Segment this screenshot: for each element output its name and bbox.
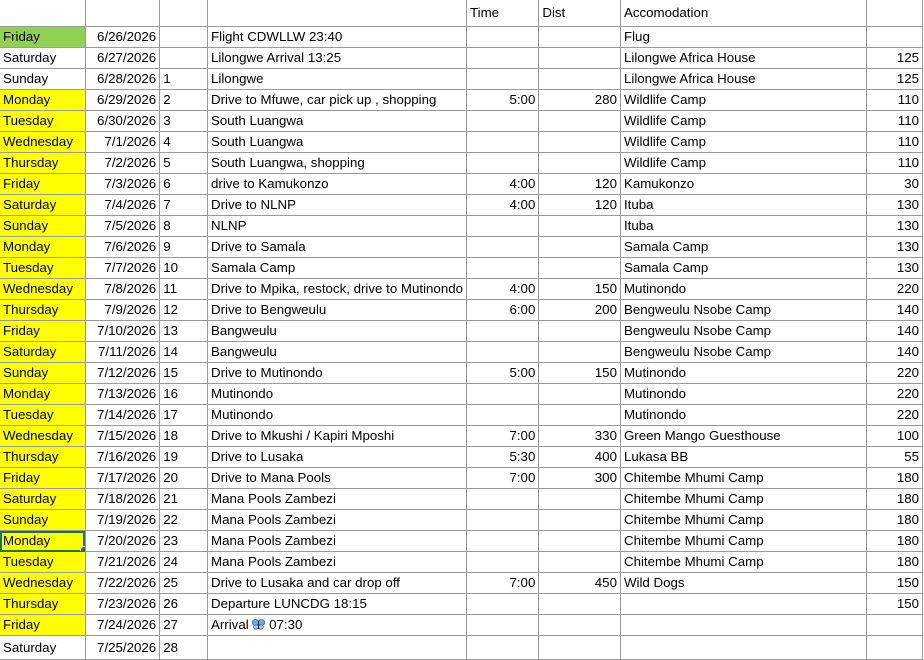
- date-cell[interactable]: 7/11/2026: [85, 342, 160, 363]
- cost-cell[interactable]: 110: [867, 153, 923, 174]
- cost-cell[interactable]: 140: [867, 342, 923, 363]
- date-cell[interactable]: 6/26/2026: [85, 27, 160, 48]
- activity-cell[interactable]: Drive to Mkushi / Kapiri Mposhi: [208, 426, 467, 447]
- date-cell[interactable]: 7/8/2026: [85, 279, 160, 300]
- day-number-cell[interactable]: 6: [160, 174, 208, 195]
- table-row: [0, 195, 923, 216]
- distance-cell[interactable]: 150: [539, 279, 621, 300]
- distance-cell[interactable]: [539, 111, 621, 132]
- distance-cell[interactable]: 300: [539, 468, 621, 489]
- activity-cell[interactable]: Mutinondo: [208, 384, 467, 405]
- activity-time-text: 07:30: [269, 617, 303, 632]
- date-cell[interactable]: 7/23/2026: [85, 594, 160, 615]
- cost-cell[interactable]: 150: [867, 594, 923, 615]
- activity-cell[interactable]: Mana Pools Zambezi: [208, 489, 467, 510]
- day-cell[interactable]: Wednesday: [0, 279, 85, 300]
- distance-cell[interactable]: [539, 321, 621, 342]
- activity-cell[interactable]: Mana Pools Zambezi: [208, 510, 467, 531]
- cost-cell[interactable]: 125: [867, 48, 923, 69]
- day-number-cell[interactable]: 7: [160, 195, 208, 216]
- distance-cell[interactable]: [539, 153, 621, 174]
- time-cell[interactable]: [467, 132, 539, 153]
- day-cell[interactable]: Monday: [0, 90, 85, 111]
- time-cell[interactable]: 5:30: [467, 447, 539, 468]
- header-cost[interactable]: [867, 0, 923, 27]
- cost-cell[interactable]: [867, 27, 923, 48]
- header-row: [0, 0, 923, 27]
- activity-cell[interactable]: Drive to Mfuwe, car pick up , shopping: [208, 90, 467, 111]
- time-cell[interactable]: [467, 552, 539, 573]
- date-cell[interactable]: 7/13/2026: [85, 384, 160, 405]
- table-row: [0, 90, 923, 111]
- day-number-cell[interactable]: 4: [160, 132, 208, 153]
- time-cell[interactable]: 4:00: [467, 174, 539, 195]
- date-cell[interactable]: 7/15/2026: [85, 426, 160, 447]
- accommodation-cell[interactable]: Wildlife Camp: [620, 132, 866, 153]
- accommodation-cell[interactable]: Chitembe Mhumi Camp: [620, 510, 866, 531]
- distance-cell[interactable]: [539, 384, 621, 405]
- day-number-cell[interactable]: 20: [160, 468, 208, 489]
- date-cell[interactable]: 7/4/2026: [85, 195, 160, 216]
- time-cell[interactable]: [467, 510, 539, 531]
- time-cell[interactable]: [467, 27, 539, 48]
- day-number-cell[interactable]: [160, 48, 208, 69]
- table-row: [0, 384, 923, 405]
- day-cell[interactable]: Sunday: [0, 363, 85, 384]
- distance-cell[interactable]: [539, 27, 621, 48]
- cost-cell[interactable]: 110: [867, 111, 923, 132]
- distance-cell[interactable]: [539, 594, 621, 615]
- activity-cell[interactable]: Drive to Bengweulu: [208, 300, 467, 321]
- activity-cell[interactable]: Bangweulu: [208, 321, 467, 342]
- accommodation-cell[interactable]: Lilongwe Africa House: [620, 48, 866, 69]
- header-accommodation[interactable]: Accomodation: [620, 0, 866, 27]
- cost-cell[interactable]: 130: [867, 237, 923, 258]
- day-cell[interactable]: Friday: [0, 174, 85, 195]
- time-cell[interactable]: [467, 384, 539, 405]
- distance-cell[interactable]: [539, 342, 621, 363]
- day-cell[interactable]: Tuesday: [0, 258, 85, 279]
- activity-cell[interactable]: South Luangwa: [208, 132, 467, 153]
- day-cell[interactable]: Saturday: [0, 636, 85, 660]
- accommodation-cell[interactable]: Mutinondo: [620, 279, 866, 300]
- activity-cell[interactable]: Mana Pools Zambezi: [208, 552, 467, 573]
- date-cell[interactable]: 6/28/2026: [85, 69, 160, 90]
- accommodation-cell[interactable]: Chitembe Mhumi Camp: [620, 531, 866, 552]
- time-cell[interactable]: 5:00: [467, 363, 539, 384]
- table-row: [0, 426, 923, 447]
- time-cell[interactable]: [467, 111, 539, 132]
- cost-cell[interactable]: 180: [867, 531, 923, 552]
- date-cell[interactable]: 7/22/2026: [85, 573, 160, 594]
- cost-cell[interactable]: 130: [867, 258, 923, 279]
- activity-cell[interactable]: Drive to Lusaka and car drop off: [208, 573, 467, 594]
- day-cell[interactable]: Sunday: [0, 510, 85, 531]
- table-row: [0, 342, 923, 363]
- header-dist[interactable]: Dist: [539, 0, 621, 27]
- date-cell[interactable]: 7/7/2026: [85, 258, 160, 279]
- activity-cell[interactable]: Drive to Samala: [208, 237, 467, 258]
- date-cell[interactable]: 7/12/2026: [85, 363, 160, 384]
- date-cell[interactable]: 7/21/2026: [85, 552, 160, 573]
- activity-cell[interactable]: Flight CDWLLW 23:40: [208, 27, 467, 48]
- time-cell[interactable]: [467, 153, 539, 174]
- accommodation-cell[interactable]: Wildlife Camp: [620, 153, 866, 174]
- table-row: [0, 48, 923, 69]
- day-number-cell[interactable]: 22: [160, 510, 208, 531]
- activity-cell[interactable]: Lilongwe: [208, 69, 467, 90]
- day-cell[interactable]: Tuesday: [0, 405, 85, 426]
- cost-cell[interactable]: 140: [867, 321, 923, 342]
- table-row: [0, 174, 923, 195]
- day-number-cell[interactable]: 18: [160, 426, 208, 447]
- activity-cell[interactable]: Bangweulu: [208, 342, 467, 363]
- day-number-cell[interactable]: 14: [160, 342, 208, 363]
- activity-cell[interactable]: drive to Kamukonzo: [208, 174, 467, 195]
- activity-cell[interactable]: Drive to NLNP: [208, 195, 467, 216]
- date-cell[interactable]: 7/2/2026: [85, 153, 160, 174]
- distance-cell[interactable]: [539, 405, 621, 426]
- day-cell[interactable]: Monday: [0, 384, 85, 405]
- table-row: [0, 216, 923, 237]
- day-cell[interactable]: Saturday: [0, 342, 85, 363]
- table-row: [0, 153, 923, 174]
- time-cell[interactable]: [467, 594, 539, 615]
- date-cell[interactable]: 7/20/2026: [85, 531, 160, 552]
- table-row: [0, 111, 923, 132]
- header-time[interactable]: Time: [467, 0, 539, 27]
- time-cell[interactable]: 4:00: [467, 279, 539, 300]
- day-cell[interactable]: Sunday: [0, 216, 85, 237]
- table-row: [0, 237, 923, 258]
- table-row: [0, 468, 923, 489]
- distance-cell[interactable]: [539, 510, 621, 531]
- time-cell[interactable]: 4:00: [467, 195, 539, 216]
- time-cell[interactable]: [467, 237, 539, 258]
- date-cell[interactable]: 7/5/2026: [85, 216, 160, 237]
- distance-cell[interactable]: 150: [539, 363, 621, 384]
- cost-cell[interactable]: 180: [867, 468, 923, 489]
- cost-cell[interactable]: 100: [867, 426, 923, 447]
- table-row: [0, 636, 923, 660]
- date-cell[interactable]: 6/29/2026: [85, 90, 160, 111]
- day-number-cell[interactable]: 27: [160, 615, 208, 636]
- day-number-cell[interactable]: 5: [160, 153, 208, 174]
- day-cell[interactable]: Thursday: [0, 300, 85, 321]
- distance-cell[interactable]: [539, 615, 621, 636]
- distance-cell[interactable]: [539, 132, 621, 153]
- day-number-cell[interactable]: 8: [160, 216, 208, 237]
- time-cell[interactable]: [467, 489, 539, 510]
- header-activity[interactable]: [208, 0, 467, 27]
- distance-cell[interactable]: [539, 552, 621, 573]
- table-row: [0, 27, 923, 48]
- accommodation-cell[interactable]: [620, 594, 866, 615]
- cost-cell[interactable]: 180: [867, 489, 923, 510]
- time-cell[interactable]: [467, 321, 539, 342]
- activity-cell[interactable]: Departure LUNCDG 18:15: [208, 594, 467, 615]
- table-row: [0, 531, 923, 552]
- day-cell[interactable]: Wednesday: [0, 426, 85, 447]
- cost-cell[interactable]: 55: [867, 447, 923, 468]
- day-cell[interactable]: Thursday: [0, 153, 85, 174]
- day-cell[interactable]: Tuesday: [0, 111, 85, 132]
- accommodation-cell[interactable]: Bengweulu Nsobe Camp: [620, 300, 866, 321]
- date-cell[interactable]: 6/27/2026: [85, 48, 160, 69]
- accommodation-cell[interactable]: Mutinondo: [620, 363, 866, 384]
- time-cell[interactable]: [467, 258, 539, 279]
- table-row: [0, 258, 923, 279]
- day-cell[interactable]: Wednesday: [0, 573, 85, 594]
- cost-cell[interactable]: 125: [867, 69, 923, 90]
- activity-cell[interactable]: Drive to Mana Pools: [208, 468, 467, 489]
- table-row: [0, 594, 923, 615]
- distance-cell[interactable]: 280: [539, 90, 621, 111]
- distance-cell[interactable]: [539, 216, 621, 237]
- activity-cell[interactable]: [208, 636, 467, 660]
- time-cell[interactable]: 6:00: [467, 300, 539, 321]
- day-number-cell[interactable]: 21: [160, 489, 208, 510]
- accommodation-cell[interactable]: Chitembe Mhumi Camp: [620, 468, 866, 489]
- activity-cell[interactable]: South Luangwa, shopping: [208, 153, 467, 174]
- distance-cell[interactable]: [539, 69, 621, 90]
- cost-cell[interactable]: 180: [867, 510, 923, 531]
- table-row: [0, 69, 923, 90]
- table-row: [0, 489, 923, 510]
- distance-cell[interactable]: 450: [539, 573, 621, 594]
- day-cell[interactable]: Friday: [0, 468, 85, 489]
- day-cell[interactable]: Saturday: [0, 195, 85, 216]
- day-number-cell[interactable]: 24: [160, 552, 208, 573]
- accommodation-cell[interactable]: Lukasa BB: [620, 447, 866, 468]
- accommodation-cell[interactable]: Samala Camp: [620, 237, 866, 258]
- day-number-cell[interactable]: 26: [160, 594, 208, 615]
- day-number-cell[interactable]: 19: [160, 447, 208, 468]
- table-row: [0, 615, 923, 636]
- distance-cell[interactable]: 200: [539, 300, 621, 321]
- day-number-cell[interactable]: 17: [160, 405, 208, 426]
- accommodation-cell[interactable]: Bengweulu Nsobe Camp: [620, 321, 866, 342]
- time-cell[interactable]: [467, 531, 539, 552]
- butterfly-icon: [252, 616, 265, 627]
- cost-cell[interactable]: 150: [867, 573, 923, 594]
- fill-handle[interactable]: [80, 546, 86, 552]
- day-cell[interactable]: Friday: [0, 27, 85, 48]
- cost-cell[interactable]: 140: [867, 300, 923, 321]
- table-row: [0, 405, 923, 426]
- table-row: [0, 552, 923, 573]
- day-number-cell[interactable]: [160, 27, 208, 48]
- day-cell[interactable]: Tuesday: [0, 552, 85, 573]
- time-cell[interactable]: 7:00: [467, 573, 539, 594]
- activity-cell[interactable]: Drive to Lusaka: [208, 447, 467, 468]
- cost-cell[interactable]: 110: [867, 132, 923, 153]
- date-cell[interactable]: 7/3/2026: [85, 174, 160, 195]
- cost-cell[interactable]: [867, 636, 923, 660]
- day-cell[interactable]: Saturday: [0, 48, 85, 69]
- header-day[interactable]: [0, 0, 85, 27]
- time-cell[interactable]: 7:00: [467, 426, 539, 447]
- time-cell[interactable]: [467, 615, 539, 636]
- accommodation-cell[interactable]: Mutinondo: [620, 405, 866, 426]
- day-cell[interactable]: Saturday: [0, 489, 85, 510]
- cost-cell[interactable]: 110: [867, 90, 923, 111]
- day-number-cell[interactable]: 12: [160, 300, 208, 321]
- table-row: [0, 573, 923, 594]
- activity-cell[interactable]: Mana Pools Zambezi: [208, 531, 467, 552]
- cost-cell[interactable]: 180: [867, 552, 923, 573]
- accommodation-cell[interactable]: Wildlife Camp: [620, 111, 866, 132]
- accommodation-cell[interactable]: Green Mango Guesthouse: [620, 426, 866, 447]
- day-cell[interactable]: Monday: [0, 531, 85, 552]
- distance-cell[interactable]: 400: [539, 447, 621, 468]
- distance-cell[interactable]: [539, 258, 621, 279]
- distance-cell[interactable]: 120: [539, 195, 621, 216]
- date-cell[interactable]: 7/10/2026: [85, 321, 160, 342]
- table-row: [0, 321, 923, 342]
- accommodation-cell[interactable]: Wildlife Camp: [620, 90, 866, 111]
- table-row: [0, 447, 923, 468]
- table-row: [0, 510, 923, 531]
- activity-cell[interactable]: South Luangwa: [208, 111, 467, 132]
- accommodation-cell[interactable]: Kamukonzo: [620, 174, 866, 195]
- day-cell[interactable]: Thursday: [0, 447, 85, 468]
- day-number-cell[interactable]: 10: [160, 258, 208, 279]
- time-cell[interactable]: [467, 48, 539, 69]
- distance-cell[interactable]: 120: [539, 174, 621, 195]
- day-number-cell[interactable]: 11: [160, 279, 208, 300]
- day-number-cell[interactable]: 2: [160, 90, 208, 111]
- header-num[interactable]: [160, 0, 208, 27]
- time-cell[interactable]: 7:00: [467, 468, 539, 489]
- day-number-cell[interactable]: 1: [160, 69, 208, 90]
- time-cell[interactable]: [467, 216, 539, 237]
- activity-cell[interactable]: Lilongwe Arrival 13:25: [208, 48, 467, 69]
- activity-cell[interactable]: [208, 615, 467, 636]
- table-row: [0, 363, 923, 384]
- activity-cell[interactable]: Drive to Mpika, restock, drive to Mutinondo: [208, 279, 467, 300]
- activity-cell[interactable]: Drive to Mutinondo: [208, 363, 467, 384]
- day-number-cell[interactable]: 13: [160, 321, 208, 342]
- cost-cell[interactable]: [867, 615, 923, 636]
- day-cell[interactable]: Friday: [0, 615, 85, 636]
- table-row: [0, 279, 923, 300]
- day-cell[interactable]: Wednesday: [0, 132, 85, 153]
- activity-cell[interactable]: Samala Camp: [208, 258, 467, 279]
- accommodation-cell[interactable]: Ituba: [620, 216, 866, 237]
- day-cell[interactable]: Friday: [0, 321, 85, 342]
- date-cell[interactable]: 7/14/2026: [85, 405, 160, 426]
- day-cell[interactable]: Sunday: [0, 69, 85, 90]
- day-number-cell[interactable]: 16: [160, 384, 208, 405]
- day-number-cell[interactable]: 9: [160, 237, 208, 258]
- distance-cell[interactable]: 330: [539, 426, 621, 447]
- distance-cell[interactable]: [539, 636, 621, 660]
- date-cell[interactable]: 7/1/2026: [85, 132, 160, 153]
- day-number-cell[interactable]: 3: [160, 111, 208, 132]
- table-row: [0, 300, 923, 321]
- day-cell[interactable]: Thursday: [0, 594, 85, 615]
- cost-cell[interactable]: 130: [867, 195, 923, 216]
- day-number-cell[interactable]: 25: [160, 573, 208, 594]
- day-number-cell[interactable]: 23: [160, 531, 208, 552]
- date-cell[interactable]: 6/30/2026: [85, 111, 160, 132]
- time-cell[interactable]: 5:00: [467, 90, 539, 111]
- date-cell[interactable]: 7/9/2026: [85, 300, 160, 321]
- activity-cell[interactable]: Mutinondo: [208, 405, 467, 426]
- header-date[interactable]: [85, 0, 160, 27]
- date-cell[interactable]: 7/16/2026: [85, 447, 160, 468]
- accommodation-cell[interactable]: Ituba: [620, 195, 866, 216]
- cost-cell[interactable]: 220: [867, 384, 923, 405]
- accommodation-cell[interactable]: Wild Dogs: [620, 573, 866, 594]
- accommodation-cell[interactable]: Lilongwe Africa House: [620, 69, 866, 90]
- date-cell[interactable]: 7/24/2026: [85, 615, 160, 636]
- accommodation-cell[interactable]: Mutinondo: [620, 384, 866, 405]
- accommodation-cell[interactable]: [620, 636, 866, 660]
- distance-cell[interactable]: [539, 48, 621, 69]
- distance-cell[interactable]: [539, 489, 621, 510]
- cost-cell[interactable]: 220: [867, 363, 923, 384]
- distance-cell[interactable]: [539, 237, 621, 258]
- table-row: [0, 132, 923, 153]
- time-cell[interactable]: [467, 405, 539, 426]
- cost-cell[interactable]: 30: [867, 174, 923, 195]
- distance-cell[interactable]: [539, 531, 621, 552]
- accommodation-cell[interactable]: [620, 615, 866, 636]
- cost-cell[interactable]: 130: [867, 216, 923, 237]
- activity-text: Arrival: [211, 617, 249, 632]
- time-cell[interactable]: [467, 636, 539, 660]
- date-cell[interactable]: 7/19/2026: [85, 510, 160, 531]
- date-cell[interactable]: 7/18/2026: [85, 489, 160, 510]
- cost-cell[interactable]: 220: [867, 405, 923, 426]
- date-cell[interactable]: 7/17/2026: [85, 468, 160, 489]
- day-number-cell[interactable]: 28: [160, 636, 208, 660]
- accommodation-cell[interactable]: Chitembe Mhumi Camp: [620, 489, 866, 510]
- date-cell[interactable]: 7/6/2026: [85, 237, 160, 258]
- accommodation-cell[interactable]: Flug: [620, 27, 866, 48]
- time-cell[interactable]: [467, 69, 539, 90]
- day-cell[interactable]: Monday: [0, 237, 85, 258]
- date-cell[interactable]: 7/25/2026: [85, 636, 160, 660]
- accommodation-cell[interactable]: Chitembe Mhumi Camp: [620, 552, 866, 573]
- day-number-cell[interactable]: 15: [160, 363, 208, 384]
- accommodation-cell[interactable]: Bengweulu Nsobe Camp: [620, 342, 866, 363]
- time-cell[interactable]: [467, 342, 539, 363]
- cost-cell[interactable]: 220: [867, 279, 923, 300]
- activity-cell[interactable]: NLNP: [208, 216, 467, 237]
- accommodation-cell[interactable]: Samala Camp: [620, 258, 866, 279]
